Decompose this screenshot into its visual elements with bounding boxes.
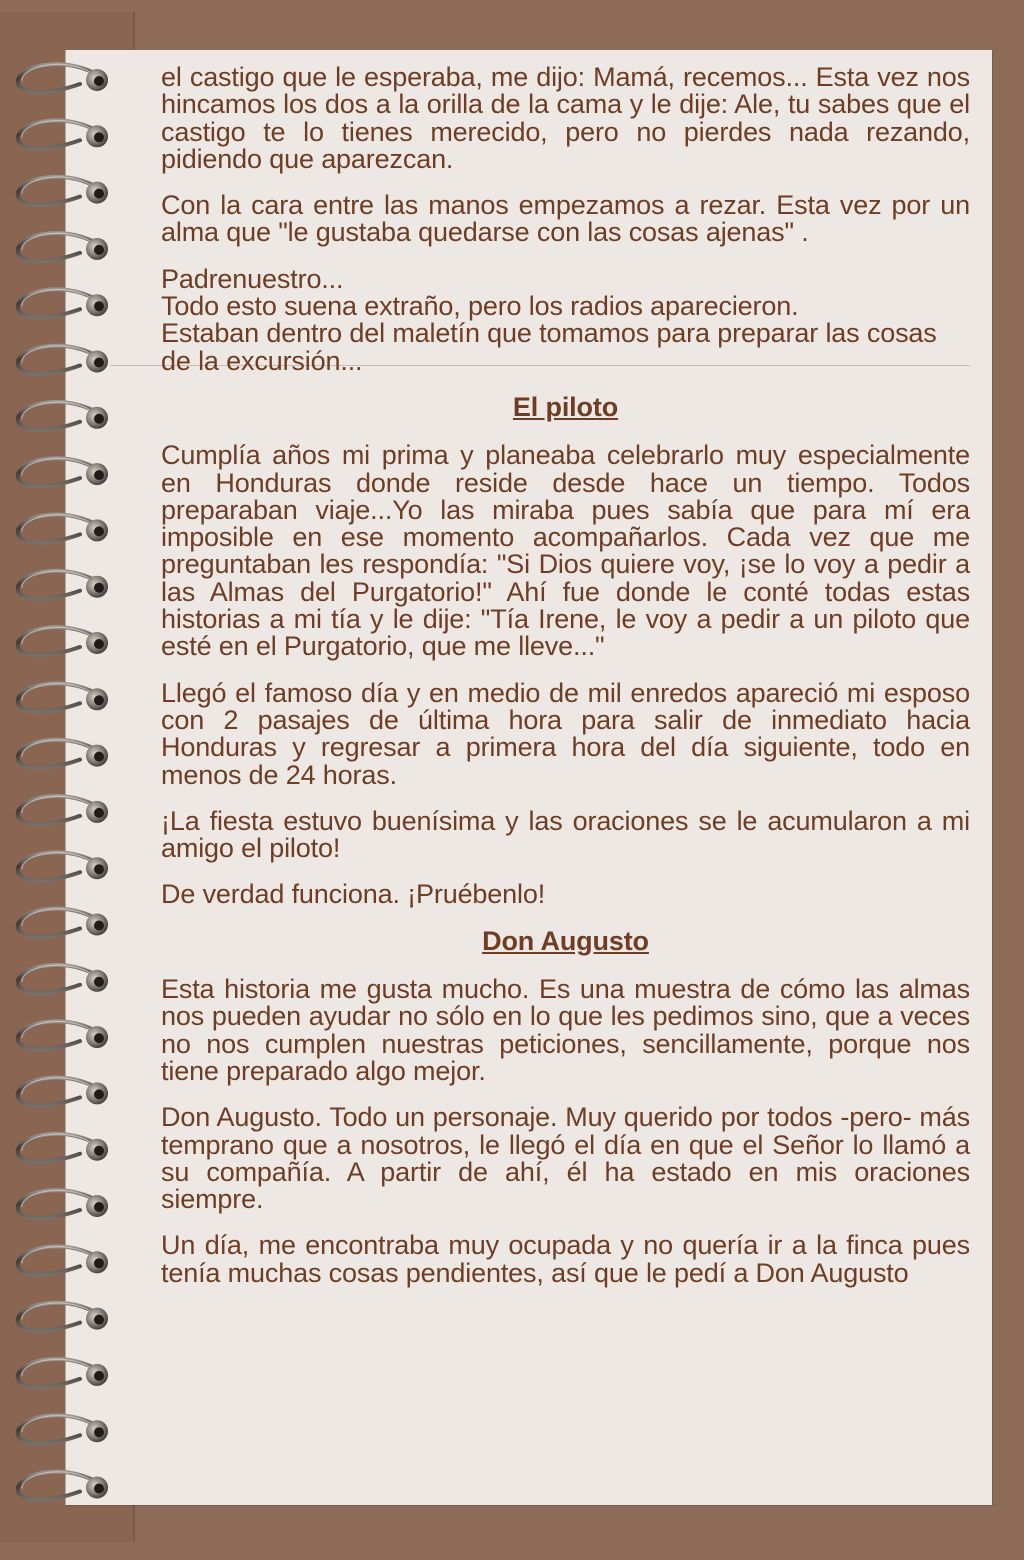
paragraph: Con la cara entre las manos empezamos a rezar. Esta vez por un alma que "le gustaba quedarse con las cosas ajenas" . bbox=[161, 190, 970, 248]
spiral-ring bbox=[18, 1021, 108, 1049]
spiral-ring bbox=[18, 1190, 108, 1218]
section-heading: Don Augusto bbox=[482, 925, 649, 956]
spiral-ring bbox=[18, 402, 108, 430]
spiral-ring bbox=[18, 233, 108, 261]
spiral-ring bbox=[18, 1246, 108, 1274]
paragraph: Llegó el famoso día y en medio de mil enredos apareció mi esposo con 2 pasajes de última hora para salir de inmediato hacia Honduras y regresar a primera hora del día siguiente, todo en menos de 24 horas. bbox=[161, 677, 970, 790]
paragraph: De verdad funciona. ¡Pruébenlo! bbox=[161, 879, 546, 910]
paragraph-line: Padrenuestro... bbox=[161, 263, 344, 294]
spiral-ring bbox=[18, 909, 108, 937]
paragraph-group bbox=[161, 263, 970, 376]
spiral-ring bbox=[18, 1134, 108, 1162]
spiral-ring bbox=[18, 1303, 108, 1331]
paragraph: Esta historia me gusta mucho. Es una muestra de cómo las almas nos pueden ayudar no sólo en lo que les pedimos sino, que a veces no nos cumplen nuestras peticiones, sencillamente, porque nos tiene preparado algo mejor. bbox=[161, 974, 970, 1086]
paragraph-line: Todo esto suena extraño, pero los radios aparecieron. bbox=[161, 291, 799, 322]
spiral-binding-icon bbox=[0, 0, 130, 1560]
document-body bbox=[161, 64, 970, 1306]
paragraph: ¡La fiesta estuvo buenísima y las oraciones se le acumularon a mi amigo el piloto! bbox=[161, 805, 970, 864]
spiral-ring bbox=[18, 683, 108, 711]
spiral-ring bbox=[18, 571, 108, 599]
section-heading: El piloto bbox=[512, 391, 619, 422]
spiral-ring bbox=[18, 1359, 108, 1387]
spiral-ring bbox=[18, 458, 108, 486]
spiral-ring bbox=[18, 740, 108, 768]
paragraph: Don Augusto. Todo un personaje. Muy querido por todos -pero- más temprano que a nosotros, le llegó el día en que el Señor lo llamó a su compañía. A partir de ahí, él ha estado en mis oraciones siempre. bbox=[161, 1102, 970, 1215]
spiral-ring bbox=[18, 852, 108, 880]
spiral-ring bbox=[18, 177, 108, 205]
spiral-ring bbox=[18, 64, 108, 92]
paragraph: el castigo que le esperaba, me dijo: Mamá, recemos... Esta vez nos hincamos los dos a la orilla de la cama y le dije: Ale, tu sabes que el castigo te lo tienes merecido, pero no pierdes nada rezando, pidiendo que aparezcan. bbox=[161, 62, 970, 174]
spiral-ring bbox=[18, 120, 108, 148]
spiral-ring bbox=[18, 796, 108, 824]
paragraph: Cumplía años mi prima y planeaba celebrarlo muy especialmente en Honduras donde reside desde hace un tiempo. Todos preparaban viaje...Yo las miraba pues sabía que para mí era imposible en ese momento acompañarlos. Cada vez que me preguntaban les respondía: "Si Dios quiere voy, ¡se lo voy a pedir a las Almas del Purgatorio!" Ahí fue donde le conté todas estas historias a mi tía y le dije: "Tía Irene, le voy a pedir a un piloto que esté en el Purgatorio, que me lleve..." bbox=[161, 440, 970, 662]
spiral-ring bbox=[18, 627, 108, 655]
spiral-ring bbox=[18, 965, 108, 993]
spiral-ring bbox=[18, 515, 108, 543]
paragraph-line: Estaban dentro del maletín que tomamos para preparar las cosas de la excursión... bbox=[161, 318, 937, 376]
paragraph: Un día, me encontraba muy ocupada y no quería ir a la finca pues tenía muchas cosas pendientes, así que le pedí a Don Augusto bbox=[161, 1230, 970, 1288]
spiral-ring bbox=[18, 1078, 108, 1106]
spiral-ring bbox=[18, 1415, 108, 1443]
spiral-ring bbox=[18, 1472, 108, 1500]
spiral-ring bbox=[18, 289, 108, 317]
spiral-ring bbox=[18, 346, 108, 374]
